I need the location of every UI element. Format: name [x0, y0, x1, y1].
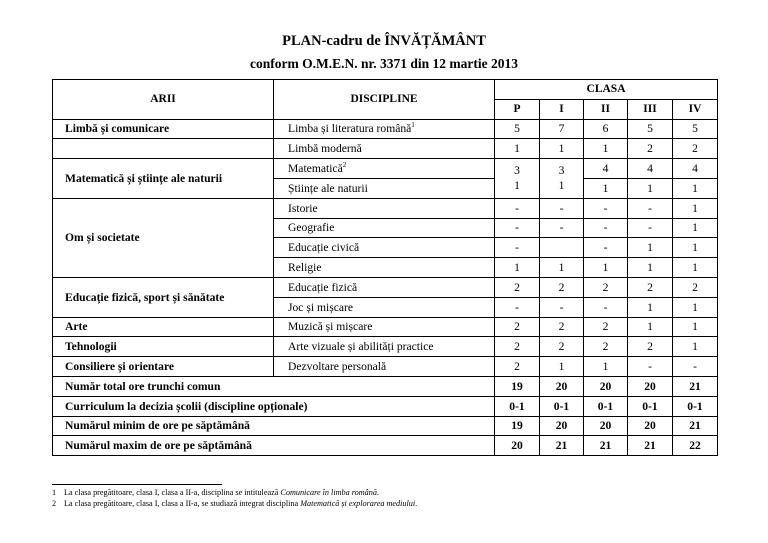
value-cell: 2 [540, 337, 584, 357]
table-row [53, 139, 718, 159]
header-row [53, 80, 718, 100]
footnote-end: . [415, 499, 418, 508]
table-row [53, 357, 718, 377]
total-value: 0-1 [540, 396, 584, 416]
total-value: 0-1 [584, 396, 628, 416]
value-cell: 1 [584, 357, 628, 377]
total-value: 21 [540, 436, 584, 456]
total-value: 22 [673, 436, 718, 456]
footnote-2 [52, 499, 417, 508]
discipline-cell: Educație fizică [274, 277, 495, 297]
discipline-cell: Educație civică [274, 238, 495, 258]
value: 1 [514, 179, 520, 193]
value-cell: 2 [628, 139, 673, 159]
total-label: Curriculum la decizia școlii (discipline opționale) [53, 396, 495, 416]
area-cell: Limbă și comunicare [53, 119, 274, 139]
area-cell [53, 139, 274, 159]
value-cell: 1 [628, 178, 673, 198]
total-row [53, 396, 718, 416]
discipline-cell: Arte vizuale și abilități practice [274, 337, 495, 357]
value-cell: 1 [673, 218, 718, 238]
total-value: 20 [628, 416, 673, 436]
table-row [53, 317, 718, 337]
footnote-end: . [376, 488, 379, 497]
header-clasa: CLASA [495, 80, 718, 100]
table-row [53, 198, 718, 218]
table-row [53, 119, 718, 139]
total-row [53, 376, 718, 396]
value-cell: - [540, 218, 584, 238]
value-cell: 1 [584, 258, 628, 278]
value-cell: - [584, 238, 628, 258]
value-cell: 1 [673, 178, 718, 198]
value-cell: 1 [540, 258, 584, 278]
value-cell: 4 [584, 159, 628, 179]
total-row [53, 416, 718, 436]
total-value: 19 [495, 376, 540, 396]
total-value: 21 [628, 436, 673, 456]
total-value: 21 [673, 376, 718, 396]
value-cell: 2 [584, 337, 628, 357]
value-cell: - [495, 238, 540, 258]
footnote-ref: 1 [411, 121, 415, 130]
total-value: 20 [540, 416, 584, 436]
area-cell: Tehnologii [53, 337, 274, 357]
value-cell: 2 [584, 277, 628, 297]
value-cell: 1 [673, 337, 718, 357]
value-cell: - [540, 297, 584, 317]
value-cell-merged [540, 159, 584, 199]
value-cell: 1 [540, 357, 584, 377]
value-cell: 1 [673, 198, 718, 218]
value-cell: 1 [628, 258, 673, 278]
header-class-iv: IV [673, 99, 718, 119]
total-label: Număr total ore trunchi comun [53, 376, 495, 396]
footnote-text: La clasa pregătitoare, clasa I, clasa a II-a, se studiază integrat disciplina [64, 499, 301, 508]
value-cell: 5 [495, 119, 540, 139]
value-cell: - [628, 218, 673, 238]
value-cell: 2 [673, 139, 718, 159]
discipline-cell: Geografie [274, 218, 495, 238]
discipline-label: Matematică [288, 162, 343, 176]
document-title: PLAN-cadru de ÎNVĂȚĂMÂNT [282, 33, 486, 49]
value-cell: 2 [540, 277, 584, 297]
footnote-separator [52, 484, 222, 485]
value-cell: 4 [628, 159, 673, 179]
discipline-cell: Limbă modernă [274, 139, 495, 159]
header-discipline: DISCIPLINE [274, 80, 495, 120]
header-arii: ARII [53, 80, 274, 120]
value-cell: - [495, 198, 540, 218]
value-cell: 1 [673, 238, 718, 258]
total-value: 21 [584, 436, 628, 456]
area-cell: Arte [53, 317, 274, 337]
footnote-number: 2 [52, 499, 57, 508]
total-value: 20 [495, 436, 540, 456]
value: 3 [558, 164, 565, 178]
discipline-cell: Dezvoltare personală [274, 357, 495, 377]
value-cell: 1 [584, 139, 628, 159]
value-cell: 1 [628, 297, 673, 317]
document-subtitle: conform O.M.E.N. nr. 3371 din 12 martie 2013 [250, 56, 518, 71]
header-class-iii: III [628, 99, 673, 119]
value-cell: 1 [673, 317, 718, 337]
value-cell: 1 [673, 297, 718, 317]
discipline-cell: Istorie [274, 198, 495, 218]
total-value: 20 [628, 376, 673, 396]
total-row [53, 436, 718, 456]
total-value: 0-1 [628, 396, 673, 416]
value-cell: 1 [628, 238, 673, 258]
value-cell: - [628, 357, 673, 377]
header-class-i: I [540, 99, 584, 119]
value-cell: 2 [673, 277, 718, 297]
value-cell: 2 [495, 317, 540, 337]
value: 1 [558, 179, 565, 193]
value-cell: 1 [673, 258, 718, 278]
discipline-label: Limba și literatura română [288, 122, 412, 136]
footnote-1 [52, 488, 379, 497]
value-cell: - [495, 218, 540, 238]
value-cell: 2 [628, 337, 673, 357]
value-cell: 1 [540, 139, 584, 159]
value-cell: - [628, 198, 673, 218]
header-class-p: P [495, 99, 540, 119]
total-value: 0-1 [495, 396, 540, 416]
discipline-cell [274, 159, 495, 179]
area-cell: Om și societate [53, 198, 274, 277]
value-cell: - [584, 198, 628, 218]
footnote-number: 1 [52, 488, 57, 497]
value-cell: 5 [628, 119, 673, 139]
value-cell: 1 [495, 258, 540, 278]
footnote-text: La clasa pregătitoare, clasa I, clasa a II-a, disciplina se intitulează [64, 488, 281, 497]
value-cell: 6 [584, 119, 628, 139]
total-value: 19 [495, 416, 540, 436]
value-cell: - [540, 198, 584, 218]
table-row [53, 337, 718, 357]
discipline-cell: Științe ale naturii [274, 178, 495, 198]
value-cell: 1 [628, 317, 673, 337]
value-cell-merged [495, 159, 540, 199]
area-cell: Consiliere și orientare [53, 357, 274, 377]
total-value: 20 [584, 416, 628, 436]
discipline-cell: Religie [274, 258, 495, 278]
discipline-cell: Joc și mișcare [274, 297, 495, 317]
total-value: 20 [584, 376, 628, 396]
discipline-cell [274, 119, 495, 139]
area-cell: Matematică și științe ale naturii [53, 159, 274, 199]
value-cell: - [584, 218, 628, 238]
value: 3 [514, 164, 520, 178]
total-value: 0-1 [673, 396, 718, 416]
discipline-cell: Muzică și mișcare [274, 317, 495, 337]
value-cell: 2 [495, 337, 540, 357]
value-cell: 1 [584, 178, 628, 198]
value-cell: 1 [495, 139, 540, 159]
value-cell: 2 [540, 317, 584, 337]
value-cell: 7 [540, 119, 584, 139]
value-cell: - [495, 297, 540, 317]
footnote-emphasis: Comunicare în limba română [280, 488, 377, 497]
value-cell: - [584, 297, 628, 317]
value-cell: 2 [495, 357, 540, 377]
value-cell [540, 238, 584, 258]
footnote-emphasis: Matematică și explorarea mediului [300, 499, 416, 508]
total-label: Numărul maxim de ore pe săptămână [53, 436, 495, 456]
total-value: 20 [540, 376, 584, 396]
footnote-ref: 2 [342, 161, 347, 170]
total-label: Numărul minim de ore pe săptămână [53, 416, 495, 436]
value-cell: 2 [584, 317, 628, 337]
total-value: 21 [673, 416, 718, 436]
value-cell: 2 [495, 277, 540, 297]
value-cell: 2 [628, 277, 673, 297]
value-cell: 4 [673, 159, 718, 179]
table-row [53, 277, 718, 297]
value-cell: - [673, 357, 718, 377]
value-cell: 5 [673, 119, 718, 139]
area-cell: Educație fizică, sport și sănătate [53, 277, 274, 317]
table-row [53, 159, 718, 179]
header-class-ii: II [584, 99, 628, 119]
curriculum-table [52, 79, 718, 456]
